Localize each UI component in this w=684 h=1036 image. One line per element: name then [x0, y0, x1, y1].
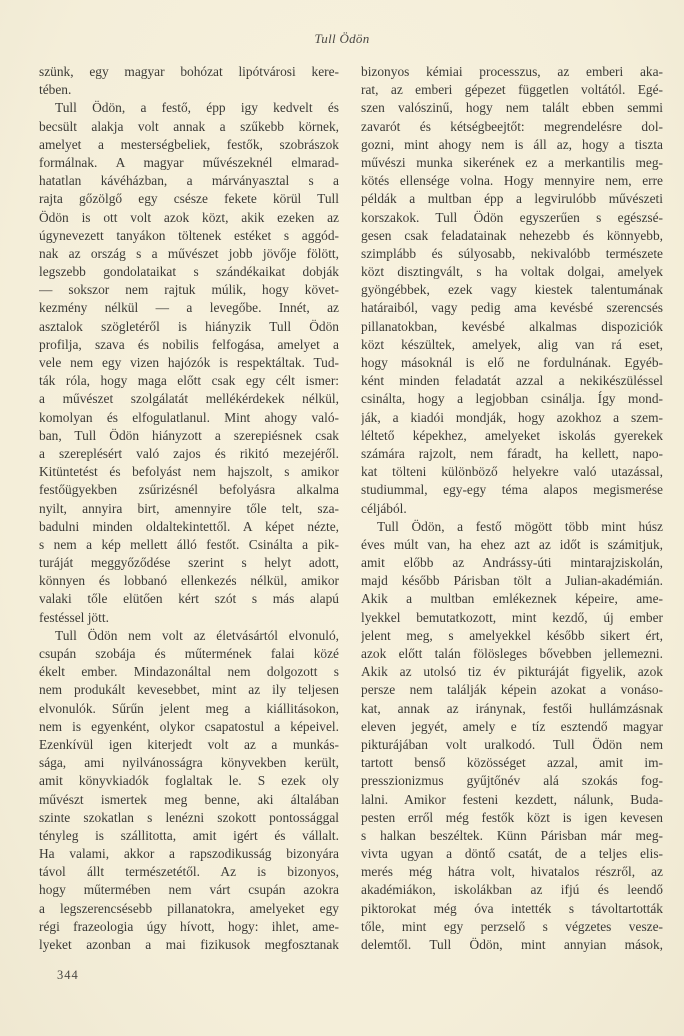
left-text-column	[39, 63, 339, 954]
text-line: lyekkel bemutatkozott, mint kezdő, új ember	[361, 609, 663, 625]
text-line: amit előbb az Andrássy-úti mintarajziskolán,	[361, 555, 663, 571]
text-line: Akik a multban emlékeznek képeire, ame-	[361, 591, 663, 607]
text-line: vele nem egy vizen hajózók is respektáltak. Tud-	[39, 355, 339, 370]
text-line: kat, annak az iránynak, festői hullámzásnak	[361, 700, 663, 716]
text-line: jelent meg, s amelyekkel később sikert ért,	[361, 627, 663, 643]
text-line: Tull Ödön, a festő mögött több mint húsz	[377, 518, 663, 534]
text-line: csupán szobája és műtermének falai közé	[39, 646, 339, 661]
text-line: szen valószinű, hogy nem talált ebben semmi	[361, 100, 663, 116]
text-line: valaki tőle elütően kért szót s más alapú	[39, 591, 339, 607]
text-line: szimplább és súlyosabb, nekivalóbb természete	[361, 245, 663, 261]
text-line: céljából.	[361, 500, 407, 516]
text-line: közt készültek, amelyek, alig van rá eset,	[361, 336, 663, 352]
text-line: csinálta, hogy a legjobban csinálja. Így mond-	[361, 391, 663, 407]
text-line: tében.	[39, 82, 72, 98]
text-line: példák a multban épp a legvirulóbb művészeti	[361, 191, 663, 207]
text-line: zavarót és kétségbeejtőt: megrendelésre dol-	[361, 118, 663, 134]
text-line: lyeket azonban a mai fizikusok megfosztanak	[39, 937, 339, 952]
text-line: Tull Ödön nem volt az életvásártól elvonuló,	[55, 627, 339, 643]
text-line: festőügyekben zsűrizésnél befolyásra alkalma	[39, 482, 339, 498]
text-line: számára rajzolt, nem fáradt, ha kellett, napo-	[361, 445, 663, 461]
text-line: bizonyos kémiai processzus, az emberi aka-	[361, 64, 663, 79]
text-line: ták róla, hogy maga előtt csak egy célt ismer:	[39, 373, 339, 389]
text-line: nem produkált kevesebbet, mint az ily teljesen	[39, 682, 339, 698]
text-line: éves múlt van, ha ehez azt az időt is számitjuk,	[361, 536, 663, 552]
text-line: rat, az emberi gépezet független voltától. Egé-	[361, 82, 663, 98]
text-line: tényleg is szállitotta, amit igért és vállalt.	[39, 827, 339, 843]
text-line: nem is egyenként, olykor csapatostul a képeivel.	[39, 718, 339, 734]
text-line: komolyan és elfogulatlanul. Mint ahogy való-	[39, 409, 339, 425]
text-line: művészt ismertek meg benne, aki általában	[39, 791, 339, 807]
text-line: pikturájában volt uralkodó. Tull Ödön nem	[361, 736, 663, 752]
text-line: hogy műtermében nem várt csupán azokra	[39, 882, 339, 898]
text-line: régi frazeologia úgy hívott, hogy: ihlet, ame-	[39, 918, 339, 934]
running-head: Tull Ödön	[314, 31, 370, 46]
text-line: kötés ellensége volna. Hogy mennyire nem, erre	[361, 173, 663, 189]
text-line: ják, a kiadói mondják, hogy azokhoz a szem-	[361, 409, 663, 425]
text-line: amelyet a mesterségbeliek, festők, szobrászok	[39, 136, 339, 152]
text-line: ban, Tull Ödön hiányzott a szerepiésnek csak	[39, 427, 339, 443]
text-line: pillanatokban, kevésbé alkalmas dispoziciók	[361, 318, 663, 334]
text-line: gyöngébbek, ezek vagy kiestek talentumának	[361, 282, 663, 298]
text-line: távol állt természetétől. Az is bizonyos,	[39, 864, 339, 880]
text-line: könnyen és lobbanó ellenkezés nélkül, amikor	[39, 573, 339, 589]
text-line: Ha valami, akkor a rapszodikusság bizonyára	[39, 846, 339, 862]
text-line: közt disztingvált, s ha voltak dolgai, amelyek	[361, 264, 663, 280]
text-line: Ezenkívül igen kiterjedt volt az a munkás-	[39, 736, 339, 752]
text-line: Kitüntetést és befolyást nem hajszolt, s amikor	[39, 464, 339, 480]
text-line: eleven jegyét, amely e tíz esztendő magyar	[361, 718, 663, 734]
text-line: a legszerencsésebb pillanatokra, amelyeket egy	[39, 900, 339, 916]
text-line: formálnak. A magyar művészeknél elmarad-	[39, 154, 339, 170]
text-line: turáját meggyőződése szerint s helyt adott,	[39, 555, 339, 571]
text-line: amit könyvkiadók foglaltak le. S ezek oly	[39, 773, 339, 789]
text-line: kezmény nélkül — a levegőbe. Innét, az	[39, 300, 339, 316]
text-line: határaiból, vagy pedig ama kevésbé szerencsés	[361, 300, 663, 316]
text-line: Tull Ödön, a festő, épp igy kedvelt és	[55, 100, 339, 116]
text-line: majd később Párisban tölt a Julian-akadémián.	[361, 573, 663, 589]
text-line: Akik az utolsó tiz év pikturáját figyelik, azok	[361, 664, 663, 680]
text-line: a szereplésért való zajos és rikitó mezejéről.	[39, 445, 339, 461]
text-line: úgynevezett tanyákon töltenek estéket s aggód-	[39, 227, 339, 243]
text-line: nak az ország s a művészet jobb jövője fölött,	[39, 245, 339, 261]
text-line: tőle, mint egy perzselő s végzetes vesze-	[361, 918, 663, 934]
text-line: ként minden feladatát azzal a nekikészüléssel	[361, 373, 663, 389]
text-line: szünk, egy magyar bohózat lipótvárosi kere-	[39, 64, 339, 79]
text-line: s nem a kép mellett álló festőt. Csinálta a pik-	[39, 536, 339, 552]
text-line: művészi munka sikerének ez a merkantilis meg-	[361, 154, 663, 170]
text-line: korszakok. Tull Ödön egyszerűen s egészsé-	[361, 209, 663, 225]
text-line: ékelt ember. Mindazonáltal nem dolgozott s	[39, 664, 339, 680]
text-line: pesten erről még festők közt is igen kevesen	[361, 809, 663, 825]
text-line: becsült alakja volt annak a szűkebb körnek,	[39, 118, 339, 134]
text-line: szinte szokatlan s lenézni szokott pontossággal	[39, 809, 339, 825]
text-line: léltető képekhez, amelyeket iskolás gyerekek	[361, 427, 663, 443]
text-line: piktorokat még óva intették s távoltartották	[361, 900, 663, 916]
text-line: rajta gőzölgő egy csésze fekete körül Tull	[39, 191, 339, 207]
text-line: Ödön is ott volt azok közt, akik ezeken az	[39, 209, 339, 225]
page-number: 344	[57, 968, 79, 982]
text-line: gesen csak feladatainak nehezebb és könnyebb,	[361, 227, 663, 243]
text-line: delemtől. Tull Ödön, mint annyian mások,	[361, 937, 663, 952]
text-line: festéssel jött.	[39, 609, 109, 625]
text-line: gozni, mint ahogy nem is áll az, hogy a tiszta	[361, 136, 663, 152]
text-line: hatatlan kávéházban, a márványasztal s a	[39, 173, 339, 189]
text-line: nyilt, annyira birt, amennyire tőle telt, sza-	[39, 500, 339, 516]
text-line: merés még hátra volt, hivatalos részről, az	[361, 864, 663, 880]
text-line: vivta ugyan a döntő csatát, de a teljes elis-	[361, 846, 663, 862]
text-line: akadémiákon, iskolákban az ifjú és leendő	[361, 882, 663, 898]
text-line: asztalok szögletéről is hiányzik Tull Ödön	[39, 318, 339, 334]
text-line: — sokszor nem rajtuk múlik, hogy követ-	[39, 282, 339, 298]
text-line: legszebb gondolataikat s szándékaikat dobják	[39, 264, 339, 280]
right-text-column	[361, 63, 663, 954]
text-line: s halkan beszéltek. Künn Párisban már meg-	[361, 827, 663, 843]
text-line: azok előtt talán fölösleges bővebben jellemezni.	[361, 646, 663, 661]
text-line: lalni. Amikor festeni kezdett, nálunk, Buda-	[361, 791, 663, 807]
text-line: badulni minden oldaltekintettől. A képet nézte,	[39, 518, 339, 534]
text-line: profilja, szava és nobilis felfogása, amelyet a	[39, 336, 339, 352]
text-line: studiummal, egy-egy téma alapos megismerése	[361, 482, 663, 498]
text-line: persze nem találják képein azokat a vonáso-	[361, 682, 663, 698]
text-line: tartott benső közösséget azzal, amit im-	[361, 755, 663, 771]
text-line: elvonulók. Sűrűn jelent meg a kiállitásokon,	[39, 700, 339, 716]
text-line: hogy másoknál is elő ne fordulnának. Egyéb-	[361, 355, 663, 370]
text-line: presszionizmus gyűjtőnév alá szokás fog-	[361, 773, 663, 789]
text-line: a művészet szolgálatát mellékérdekek nélkül,	[39, 391, 339, 407]
text-line: kat tölteni különböző helyekre való utazással,	[361, 464, 663, 480]
text-line: sága, ami nyilvánosságra könyvekben került,	[39, 755, 339, 771]
